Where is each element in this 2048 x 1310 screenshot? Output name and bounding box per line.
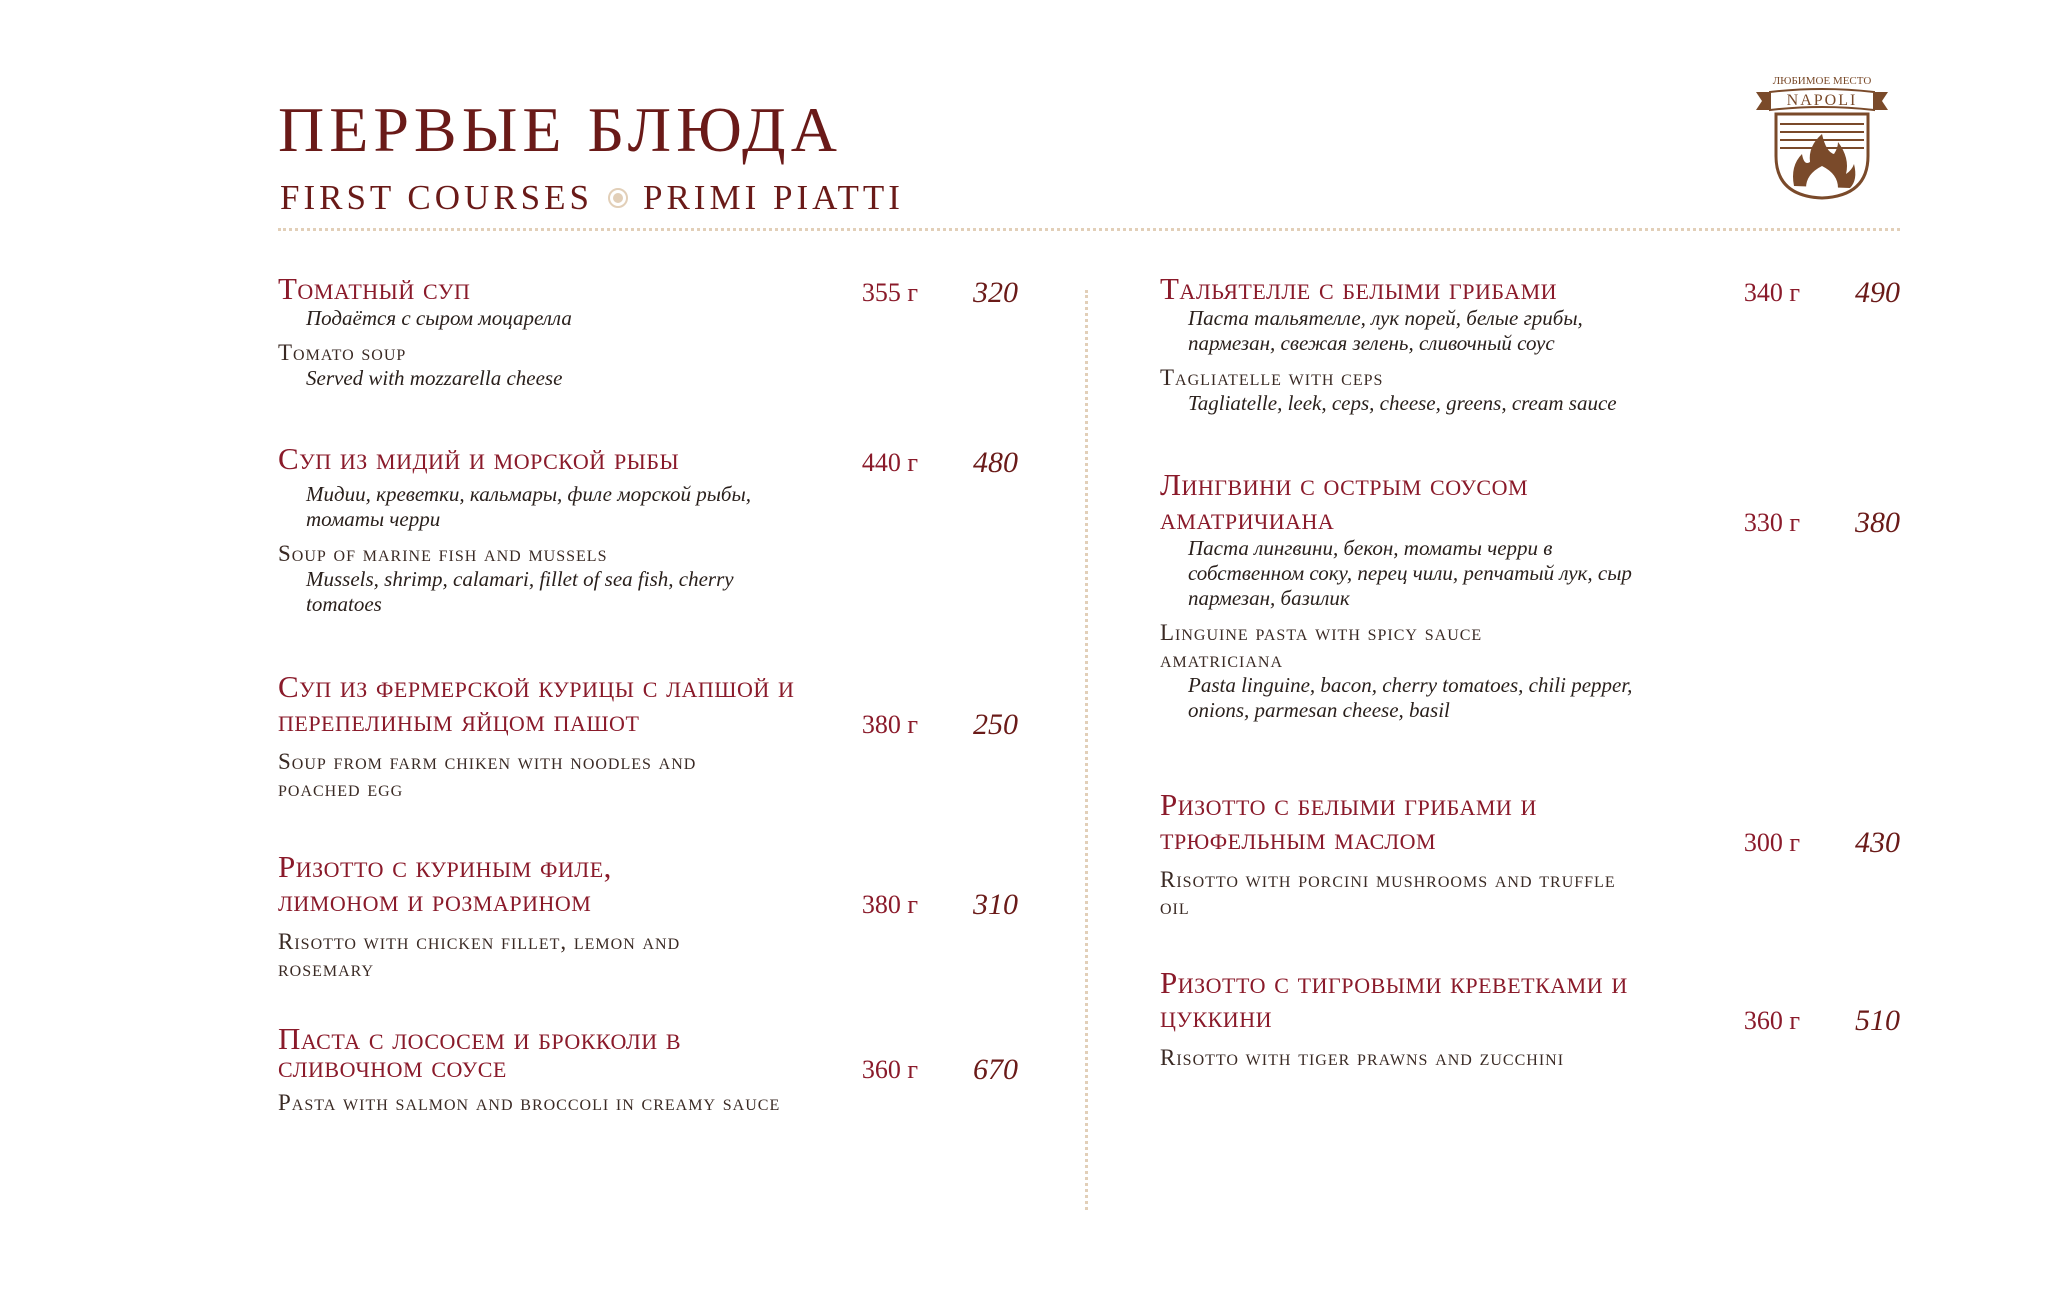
item-desc-ru: Паста тальятелле, лук порей, белые грибы, пармезан, свежая зелень, сливочный соус	[1188, 306, 1583, 355]
column-divider	[1085, 290, 1088, 1210]
ornament-icon	[607, 187, 629, 209]
item-weight: 340 г	[1743, 278, 1800, 307]
item-name-en: Soup of marine fish and mussels	[278, 541, 608, 566]
item-name-ru: Лингвини с острым соусом аматричиана	[1160, 467, 1529, 536]
top-divider	[278, 228, 1900, 231]
item-desc-ru: Мидии, креветки, кальмары, филе морской рыбы, томаты черри	[306, 482, 751, 531]
item-name-ru: Тальятелле с белыми грибами	[1160, 271, 1558, 306]
item-name-en: Risotto with chicken fillet, lemon and rosemary	[278, 929, 681, 981]
menu-item	[1160, 788, 1900, 966]
item-weight: 355 г	[861, 278, 918, 307]
item-price: 320	[973, 276, 1018, 309]
item-name-ru: Ризотто с куриным филе, лимоном и розмарином	[278, 849, 612, 918]
menu-item	[278, 272, 1018, 442]
item-price: 310	[973, 888, 1018, 921]
item-desc-en: Served with mozzarella cheese	[306, 366, 563, 390]
item-price: 380	[1855, 506, 1900, 539]
menu-item	[278, 670, 1018, 850]
page-subtitle	[280, 180, 904, 215]
item-price: 430	[1855, 826, 1900, 859]
item-weight: 360 г	[1743, 1006, 1800, 1035]
menu-item	[278, 850, 1018, 1025]
menu-item	[278, 442, 1018, 670]
item-weight: 440 г	[861, 448, 918, 477]
napoli-logo	[1746, 70, 1898, 202]
item-name-en: Risotto with tiger prawns and zucchini	[1160, 1045, 1565, 1070]
item-name-ru: Томатный суп	[278, 271, 471, 306]
item-weight: 380 г	[861, 710, 918, 739]
item-weight: 300 г	[1743, 828, 1800, 857]
item-name-en: Pasta with salmon and broccoli in creamy sauce	[278, 1090, 781, 1115]
menu-item	[278, 1021, 1018, 1165]
left-column	[278, 272, 1018, 1165]
item-desc-ru: Паста лингвини, бекон, томаты черри в собственном соку, перец чили, репчатый лук, сыр пармезан, базилик	[1188, 536, 1632, 610]
subtitle-it: PRIMI PIATTI	[642, 178, 904, 217]
item-price: 250	[973, 708, 1018, 741]
item-price: 510	[1855, 1004, 1900, 1037]
page-title: ПЕРВЫЕ БЛЮДА	[278, 94, 842, 165]
item-name-ru: Суп из мидий и морской рыбы	[278, 441, 680, 476]
menu-item	[1160, 966, 1900, 1086]
subtitle-en: FIRST COURSES	[280, 178, 593, 217]
item-desc-en: Pasta linguine, bacon, cherry tomatoes, chili pepper, onions, parmesan cheese, basil	[1188, 673, 1633, 722]
item-desc-en: Mussels, shrimp, calamari, fillet of sea fish, cherry tomatoes	[306, 567, 734, 616]
item-weight: 380 г	[861, 890, 918, 919]
item-name-en: Tomato soup	[278, 340, 407, 365]
item-name-ru: Ризотто с тигровыми креветками и цуккини	[1160, 965, 1628, 1034]
item-name-ru: Ризотто с белыми грибами и трюфельным маслом	[1160, 787, 1537, 856]
item-weight: 360 г	[861, 1055, 918, 1084]
item-desc-ru: Подаётся с сыром моцарелла	[306, 306, 572, 330]
menu-item	[1160, 272, 1900, 468]
item-name-ru: Суп из фермерской курицы с лапшой и перепелиным яйцом пашот	[278, 669, 795, 738]
svg-text:ЛЮБИМОЕ МЕСТО: ЛЮБИМОЕ МЕСТО	[1772, 75, 1872, 87]
right-column	[1160, 272, 1900, 1086]
item-desc-en: Tagliatelle, leek, ceps, cheese, greens, cream sauce	[1188, 391, 1617, 415]
item-name-en: Tagliatelle with ceps	[1160, 365, 1384, 390]
item-name-en: Soup from farm chiken with noodles and poached egg	[278, 749, 697, 801]
item-name-en: Risotto with porcini mushrooms and truffle oil	[1160, 867, 1616, 919]
item-price: 480	[973, 446, 1018, 479]
item-name-ru: Паста с лососем и брокколи в сливочном соусе	[278, 1021, 682, 1084]
svg-text:NAPOLI: NAPOLI	[1786, 92, 1858, 109]
menu-item	[1160, 468, 1900, 788]
item-name-en: Linguine pasta with spicy sauce amatriciana	[1160, 620, 1483, 672]
item-price: 670	[973, 1053, 1018, 1086]
item-price: 490	[1855, 276, 1900, 309]
item-weight: 330 г	[1743, 508, 1800, 537]
